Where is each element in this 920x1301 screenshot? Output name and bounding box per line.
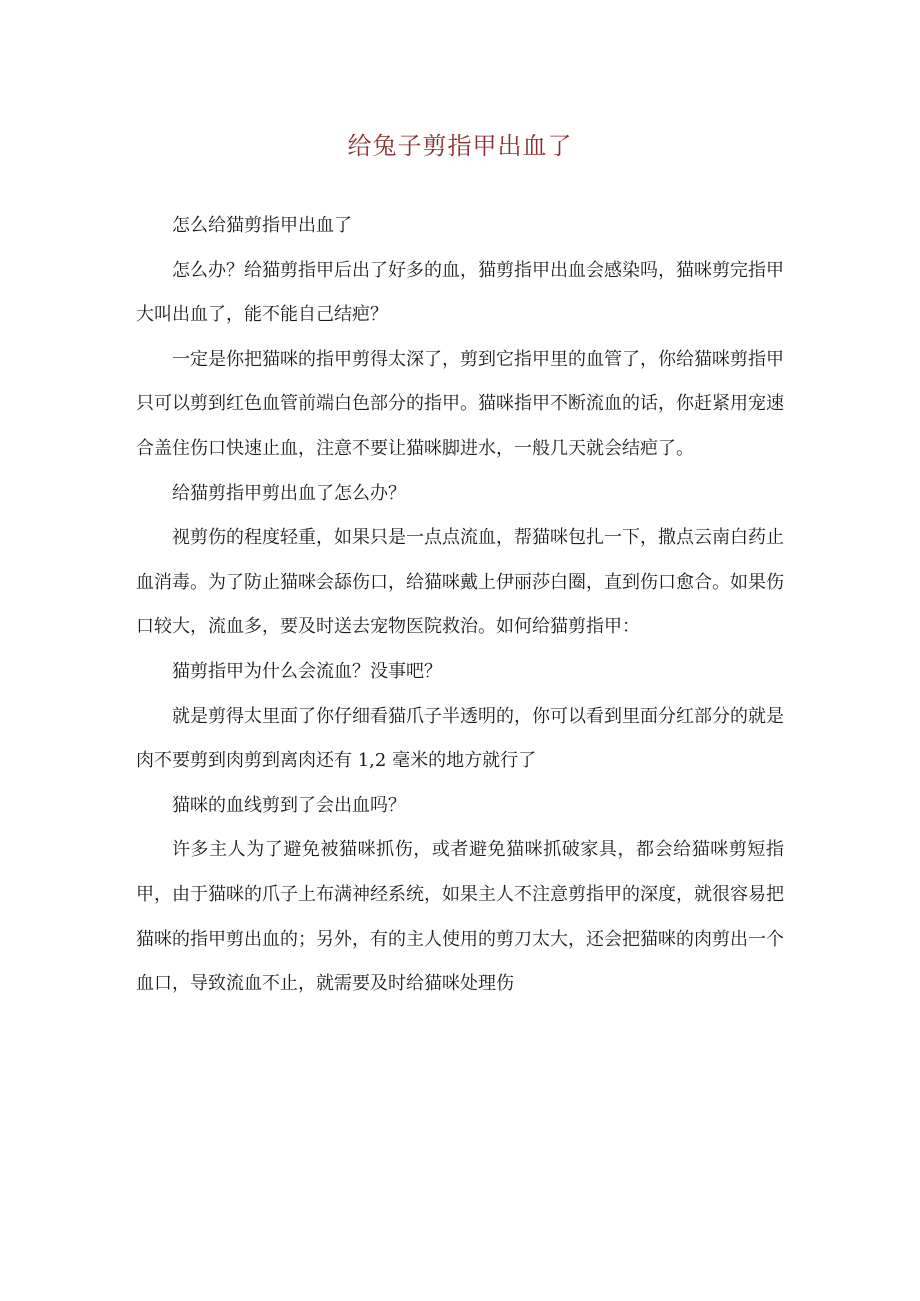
paragraph-2: 怎么办？给猫剪指甲后出了好多的血，猫剪指甲出血会感染吗，猫咪剪完指甲大叫出血了，能不能自己结疤？	[136, 259, 784, 326]
paragraph-6: 猫剪指甲为什么会流血？没事吧？	[172, 660, 442, 682]
document-title: 给兔子剪指甲出血了	[347, 132, 573, 160]
paragraph-4: 给猫剪指甲剪出血了怎么办？	[172, 482, 406, 504]
paragraph-5: 视剪伤的程度轻重，如果只是一点点流血，帮猫咪包扎一下，撒点云南白药止血消毒。为了防止猫咪会舔伤口，给猫咪戴上伊丽莎白圈，直到伤口愈合。如果伤口较大，流血多，要及时送去宠物医院救治。如何给猫剪指甲：	[136, 527, 784, 638]
paragraph-9: 许多主人为了避免被猫咪抓伤，或者避免猫咪抓破家具，都会给猫咪剪短指甲，由于猫咪的爪子上布满神经系统，如果主人不注意剪指甲的深度，就很容易把猫咪的指甲剪出血的；另外，有的主人使用的剪刀太大，还会把猫咪的肉剪出一个血口，导致流血不止，就需要及时给猫咪处理伤	[136, 839, 784, 995]
document-body	[136, 204, 784, 1007]
paragraph-3: 一定是你把猫咪的指甲剪得太深了，剪到它指甲里的血管了，你给猫咪剪指甲只可以剪到红色血管前端白色部分的指甲。猫咪指甲不断流血的话，你赶紧用宠速合盖住伤口快速止血，注意不要让猫咪脚进水，一般几天就会结疤了。	[136, 348, 784, 459]
paragraph-1: 怎么给猫剪指甲出血了	[172, 215, 352, 236]
paragraph-7: 就是剪得太里面了你仔细看猫爪子半透明的，你可以看到里面分红部分的就是肉不要剪到肉剪到离肉还有 1,2 毫米的地方就行了	[136, 705, 784, 772]
paragraph-8: 猫咪的血线剪到了会出血吗？	[172, 794, 406, 816]
